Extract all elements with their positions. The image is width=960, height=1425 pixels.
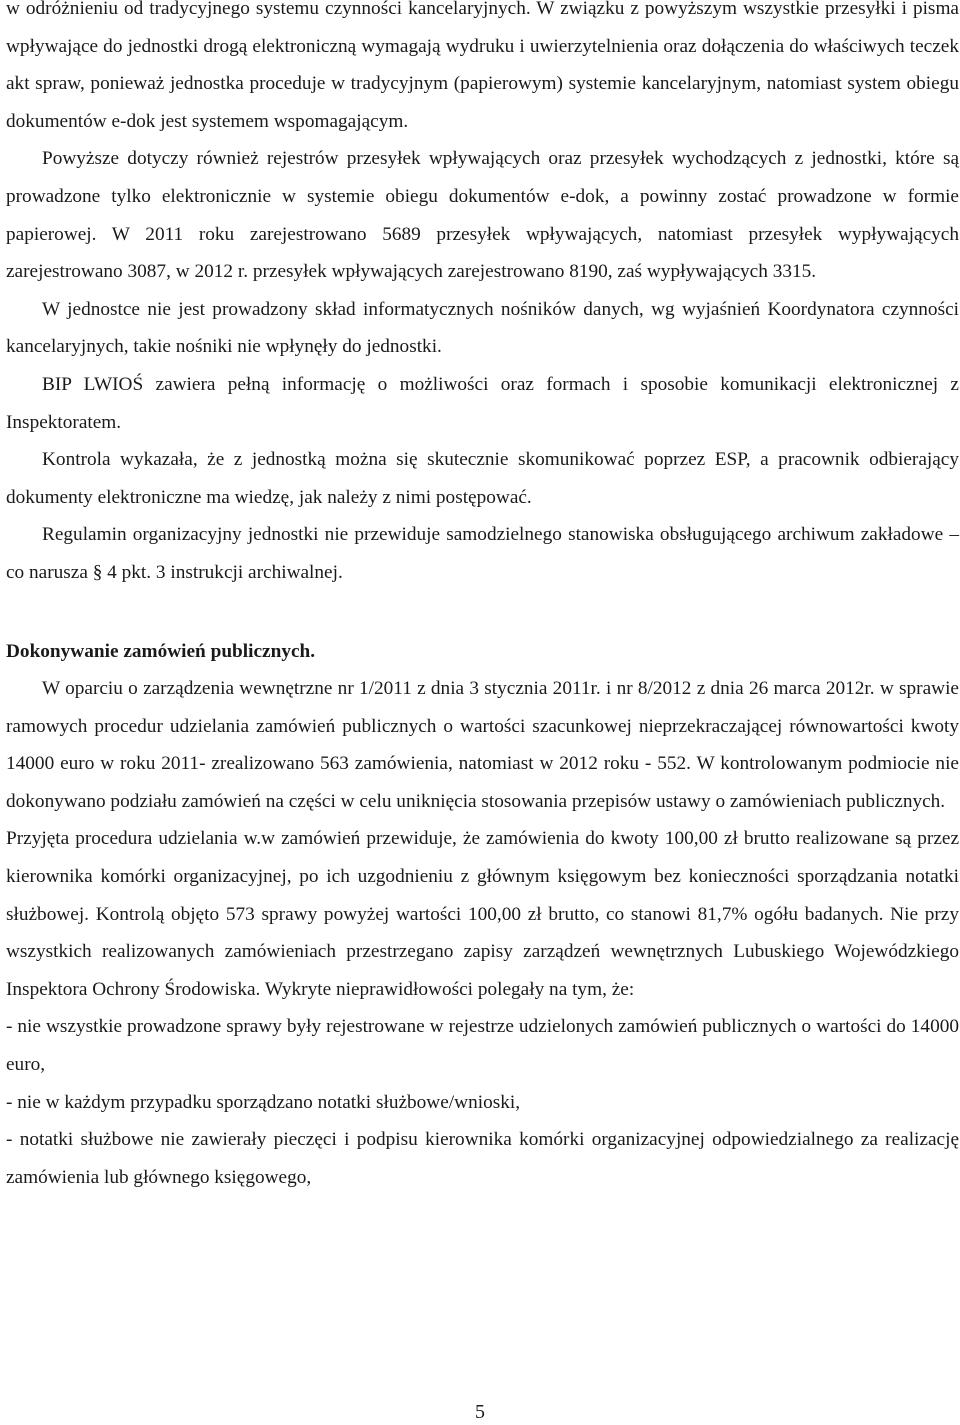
paragraph-procedure-findings: Przyjęta procedura udzielania w.w zamówień przewiduje, że zamówienia do kwoty 100,00 zł brutto realizowane są przez kierownika komórki organizacyjnej, po ich uzgodnieniu z głównym księgowym bez konieczności sporządzania notatki służbowej. Kontrolą objęto 573 sprawy powyżej wartości 100,00 zł brutto, co stanowi 81,7% ogółu badanych. Nie przy wszystkich realizowanych zamówieniach przestrzegano zapisy zarządzeń wewnętrznych Lubuskiego Wojewódzkiego Inspektora Ochrony Środowiska. Wykryte nieprawidłowości polegały na tym, że: xyxy=(6,828,959,1000)
paragraph-registers: Powyższe dotyczy również rejestrów przesyłek wpływających oraz przesyłek wychodzących z jednostki, które są prowadzone tylko elektronicznie w systemie obiegu dokumentów e-dok, a powinny zostać prowadzone w formie papierowej. W 2011 roku zarejestrowano 5689 przesyłek wpływających, natomiast przesyłek wypływających zarejestrowano 3087, w 2012 r. przesyłek wpływających zarejestrowano 8190, zaś wypływających 3315. xyxy=(6,148,959,283)
paragraph-continuation: w odróżnieniu od tradycyjnego systemu czynności kancelaryjnych. W związku z powyższym wszystkie przesyłki i pisma wpływające do jednostki drogą elektroniczną wymagają wydruku i uwierzytelnienia oraz dołączenia do właściwych teczek akt spraw, ponieważ jednostka proceduje w tradycyjnym (papierowym) systemie kancelaryjnym, natomiast system obiegu dokumentów e-dok jest systemem wspomagającym. xyxy=(6,0,959,132)
list-item-registration: - nie wszystkie prowadzone sprawy były rejestrowane w rejestrze udzielonych zamówień publicznych o wartości do 14000 euro, xyxy=(6,1016,959,1076)
paragraph-data-carriers: W jednostce nie jest prowadzony skład informatycznych nośników danych, wg wyjaśnień Koordynatora czynności kancelaryjnych, takie nośniki nie wpłynęły do jednostki. xyxy=(6,298,959,358)
page-number: 5 xyxy=(475,1401,485,1423)
paragraph-bip: BIP LWIOŚ zawiera pełną informację o możliwości oraz formach i sposobie komunikacji elektronicznej z Inspektoratem. xyxy=(6,373,959,433)
paragraph-archive-regulation: Regulamin organizacyjny jednostki nie przewiduje samodzielnego stanowiska obsługującego archiwum zakładowe – co narusza § 4 pkt. 3 instrukcji archiwalnej. xyxy=(6,524,959,583)
section-spacer xyxy=(6,592,959,633)
paragraph-esp: Kontrola wykazała, że z jednostką można się skutecznie skomunikować poprzez ESP, a pracownik odbierający dokumenty elektroniczne ma wiedzę, jak należy z nimi postępować. xyxy=(6,449,959,508)
paragraph-procurement-procedures: W oparciu o zarządzenia wewnętrzne nr 1/2011 z dnia 3 stycznia 2011r. i nr 8/2012 z dnia 26 marca 2012r. w sprawie ramowych procedur udzielania zamówień publicznych o wartości szacunkowej nieprzekraczającej równowartości kwoty 14000 euro w roku 2011- zrealizowano 563 zamówienia, natomiast w 2012 roku - 552. W kontrolowanym podmiocie nie dokonywano podziału zamówień na części w celu uniknięcia stosowania przepisów ustawy o zamówieniach publicznych. xyxy=(6,678,959,812)
list-item-stamps: - notatki służbowe nie zawierały pieczęci i podpisu kierownika komórki organizacyjnej odpowiedzialnego za realizację zamówienia lub głównego księgowego, xyxy=(6,1129,959,1188)
document-page xyxy=(6,0,959,1196)
section-heading: Dokonywanie zamówień publicznych. xyxy=(6,640,316,662)
list-item-notes: - nie w każdym przypadku sporządzano notatki służbowe/wnioski, xyxy=(6,1091,521,1113)
